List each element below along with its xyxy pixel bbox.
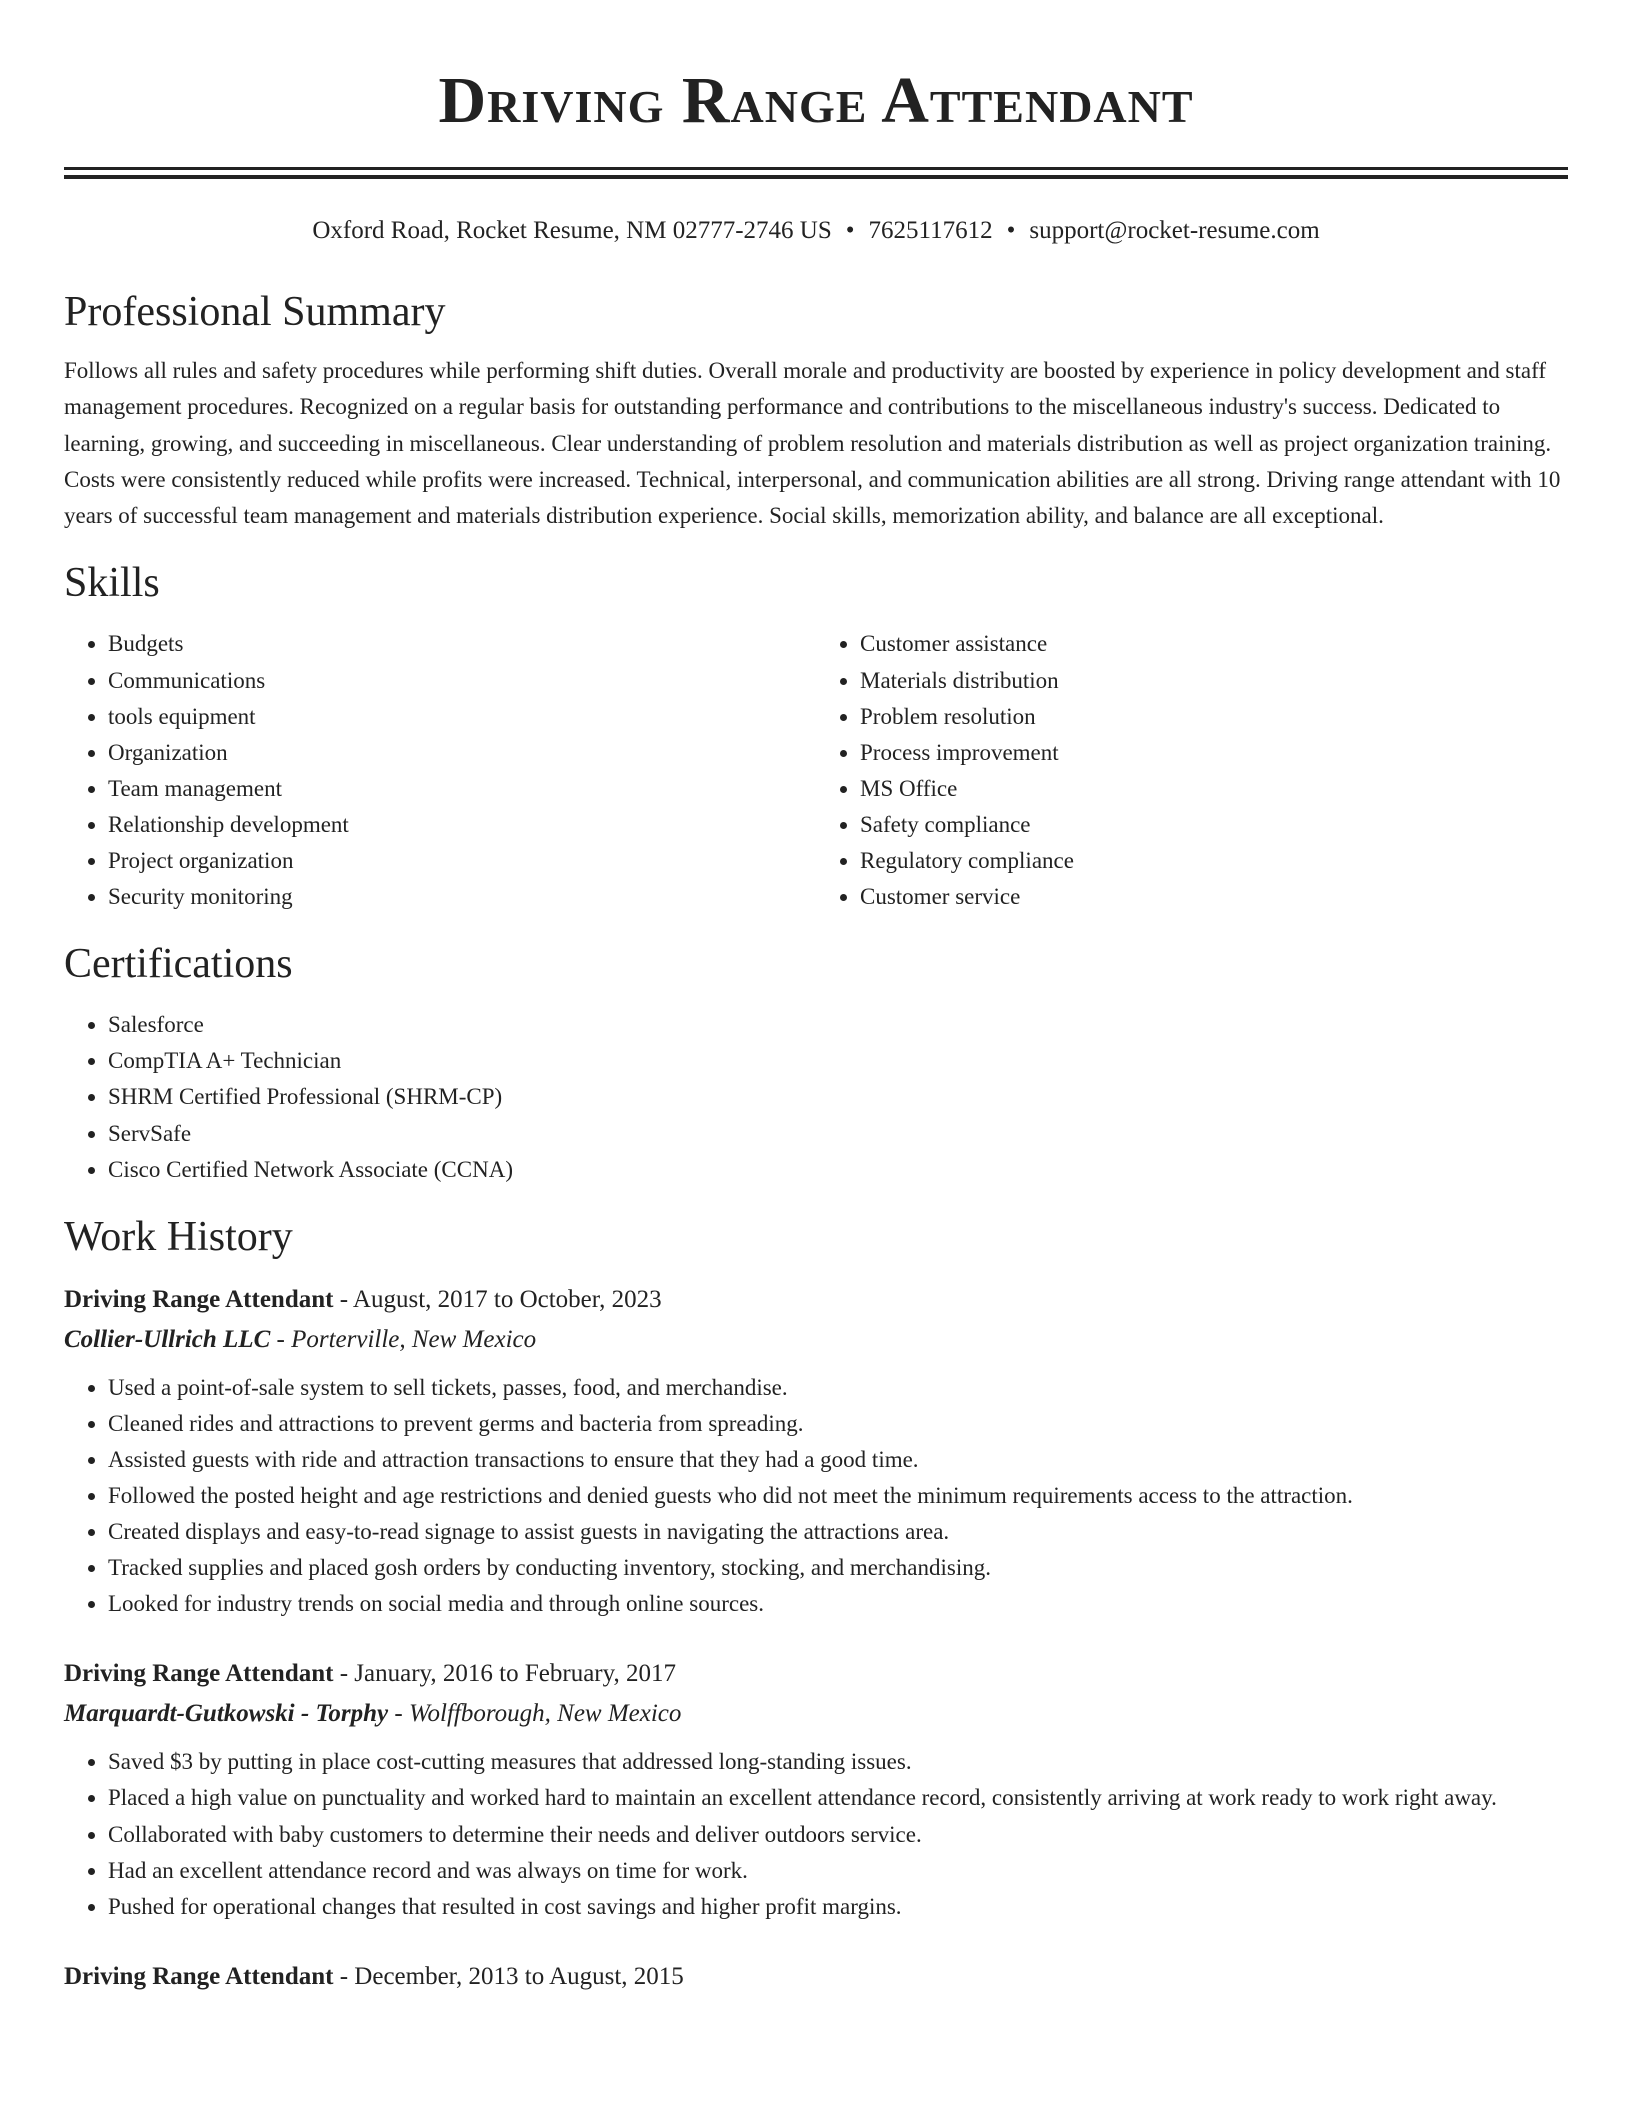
job-dates: - December, 2013 to August, 2015 xyxy=(333,1962,684,1990)
job-bullet: • Pushed for operational changes that resulted in cost savings and higher profit margins. xyxy=(108,1889,1568,1925)
summary-text: Follows all rules and safety procedures while performing shift duties. Overall morale and productivity are boosted by experience in policy development and staff management procedures. Recognized on a regular basis for outstanding performance and contributions to the miscellaneous industry's success. Dedicated to learning, growing, and succeeding in miscellaneous. Clear understanding of problem resolution and materials distribution as well as project organization training. Costs were consistently reduced while profits were increased. Technical, interpersonal, and communication abilities are all strong. Driving range attendant with 10 years of successful team management and materials distribution experience. Social skills, memorization ability, and balance are all exceptional. xyxy=(64,358,1561,529)
contact-phone: 7625117612 xyxy=(868,217,993,244)
contact-line xyxy=(64,215,1568,247)
work-history-heading: Work History xyxy=(64,1213,293,1260)
skills-columns xyxy=(64,626,1568,915)
job-bullet: • Looked for industry trends on social media and through online sources. xyxy=(108,1586,1568,1622)
job-company: Marquardt-Gutkowski - Torphy xyxy=(64,1700,389,1728)
job-bullet: • Followed the posted height and age restrictions and denied guests who did not meet the minimum requirements access to the attraction. xyxy=(108,1478,1568,1514)
skills-heading: Skills xyxy=(64,560,160,607)
job-entry xyxy=(64,1280,1568,1623)
contact-separator: • xyxy=(1006,217,1016,244)
job-dates: - January, 2016 to February, 2017 xyxy=(333,1660,676,1688)
job-entry xyxy=(64,1654,1568,1924)
summary-heading: Professional Summary xyxy=(64,289,446,335)
certifications-heading: Certifications xyxy=(64,941,293,988)
job-header xyxy=(64,1654,1568,1694)
job-bullet: • Had an excellent attendance record and was always on time for work. xyxy=(108,1853,1568,1889)
job-role: Driving Range Attendant xyxy=(64,1962,334,1990)
job-location: - Wolffborough, New Mexico xyxy=(388,1700,682,1728)
skill-item: • Problem resolution xyxy=(860,699,1568,735)
contact-email: support@rocket-resume.com xyxy=(1029,217,1320,244)
certification-item: • CompTIA A+ Technician xyxy=(108,1043,1568,1079)
certification-item: • Cisco Certified Network Associate (CCNA) xyxy=(108,1152,1568,1188)
skill-item: • Process improvement xyxy=(860,735,1568,771)
certifications-list xyxy=(64,1007,1568,1187)
job-bullets xyxy=(64,1744,1568,1924)
certification-item: • SHRM Certified Professional (SHRM-CP) xyxy=(108,1079,1568,1115)
skill-item: • Organization xyxy=(108,735,816,771)
job-role: Driving Range Attendant xyxy=(64,1285,334,1313)
certification-item: • Salesforce xyxy=(108,1007,1568,1043)
skill-item: • MS Office xyxy=(860,771,1568,807)
job-entry xyxy=(64,1957,1568,1997)
job-bullet: • Used a point-of-sale system to sell tickets, passes, food, and merchandise. xyxy=(108,1370,1568,1406)
job-role: Driving Range Attendant xyxy=(64,1660,334,1688)
skill-item: • Safety compliance xyxy=(860,807,1568,843)
skill-item: • Team management xyxy=(108,771,816,807)
job-bullet: • Created displays and easy-to-read signage to assist guests in navigating the attractions area. xyxy=(108,1514,1568,1550)
job-bullet: • Saved $3 by putting in place cost-cutting measures that addressed long-standing issues. xyxy=(108,1744,1568,1780)
job-bullet: • Assisted guests with ride and attraction transactions to ensure that they had a good time. xyxy=(108,1442,1568,1478)
job-header xyxy=(64,1957,1568,1997)
skill-item: • tools equipment xyxy=(108,699,816,735)
header-divider-bottom xyxy=(64,175,1568,179)
resume-page xyxy=(64,0,1568,1997)
skills-list-left xyxy=(64,626,816,915)
skill-item: • Customer service xyxy=(860,879,1568,915)
job-header xyxy=(64,1280,1568,1320)
job-dates: - August, 2017 to October, 2023 xyxy=(333,1285,662,1313)
skill-item: • Security monitoring xyxy=(108,879,816,915)
job-bullets xyxy=(64,1370,1568,1623)
job-employer-line xyxy=(64,1320,1568,1360)
skills-list-right xyxy=(816,626,1568,915)
skill-item: • Materials distribution xyxy=(860,663,1568,699)
contact-address: Oxford Road, Rocket Resume, NM 02777-2746 US xyxy=(312,217,832,244)
job-company: Collier-Ullrich LLC xyxy=(64,1325,271,1353)
job-location: - Porterville, New Mexico xyxy=(270,1325,537,1353)
contact-separator: • xyxy=(845,217,855,244)
skill-item: • Communications xyxy=(108,663,816,699)
skill-item: • Regulatory compliance xyxy=(860,843,1568,879)
skill-item: • Customer assistance xyxy=(860,626,1568,662)
header-divider-top xyxy=(64,167,1568,170)
certification-item: • ServSafe xyxy=(108,1116,1568,1152)
job-bullet: • Tracked supplies and placed gosh orders by conducting inventory, stocking, and merchandising. xyxy=(108,1550,1568,1586)
skill-item: • Relationship development xyxy=(108,807,816,843)
skill-item: • Budgets xyxy=(108,626,816,662)
job-bullet: • Collaborated with baby customers to determine their needs and deliver outdoors service. xyxy=(108,1817,1568,1853)
job-employer-line xyxy=(64,1694,1568,1734)
job-bullet: • Placed a high value on punctuality and worked hard to maintain an excellent attendance record, consistently arriving at work ready to work right away. xyxy=(108,1780,1568,1816)
skill-item: • Project organization xyxy=(108,843,816,879)
job-bullet: • Cleaned rides and attractions to prevent germs and bacteria from spreading. xyxy=(108,1406,1568,1442)
candidate-name: Driving Range Attendant xyxy=(438,64,1194,137)
